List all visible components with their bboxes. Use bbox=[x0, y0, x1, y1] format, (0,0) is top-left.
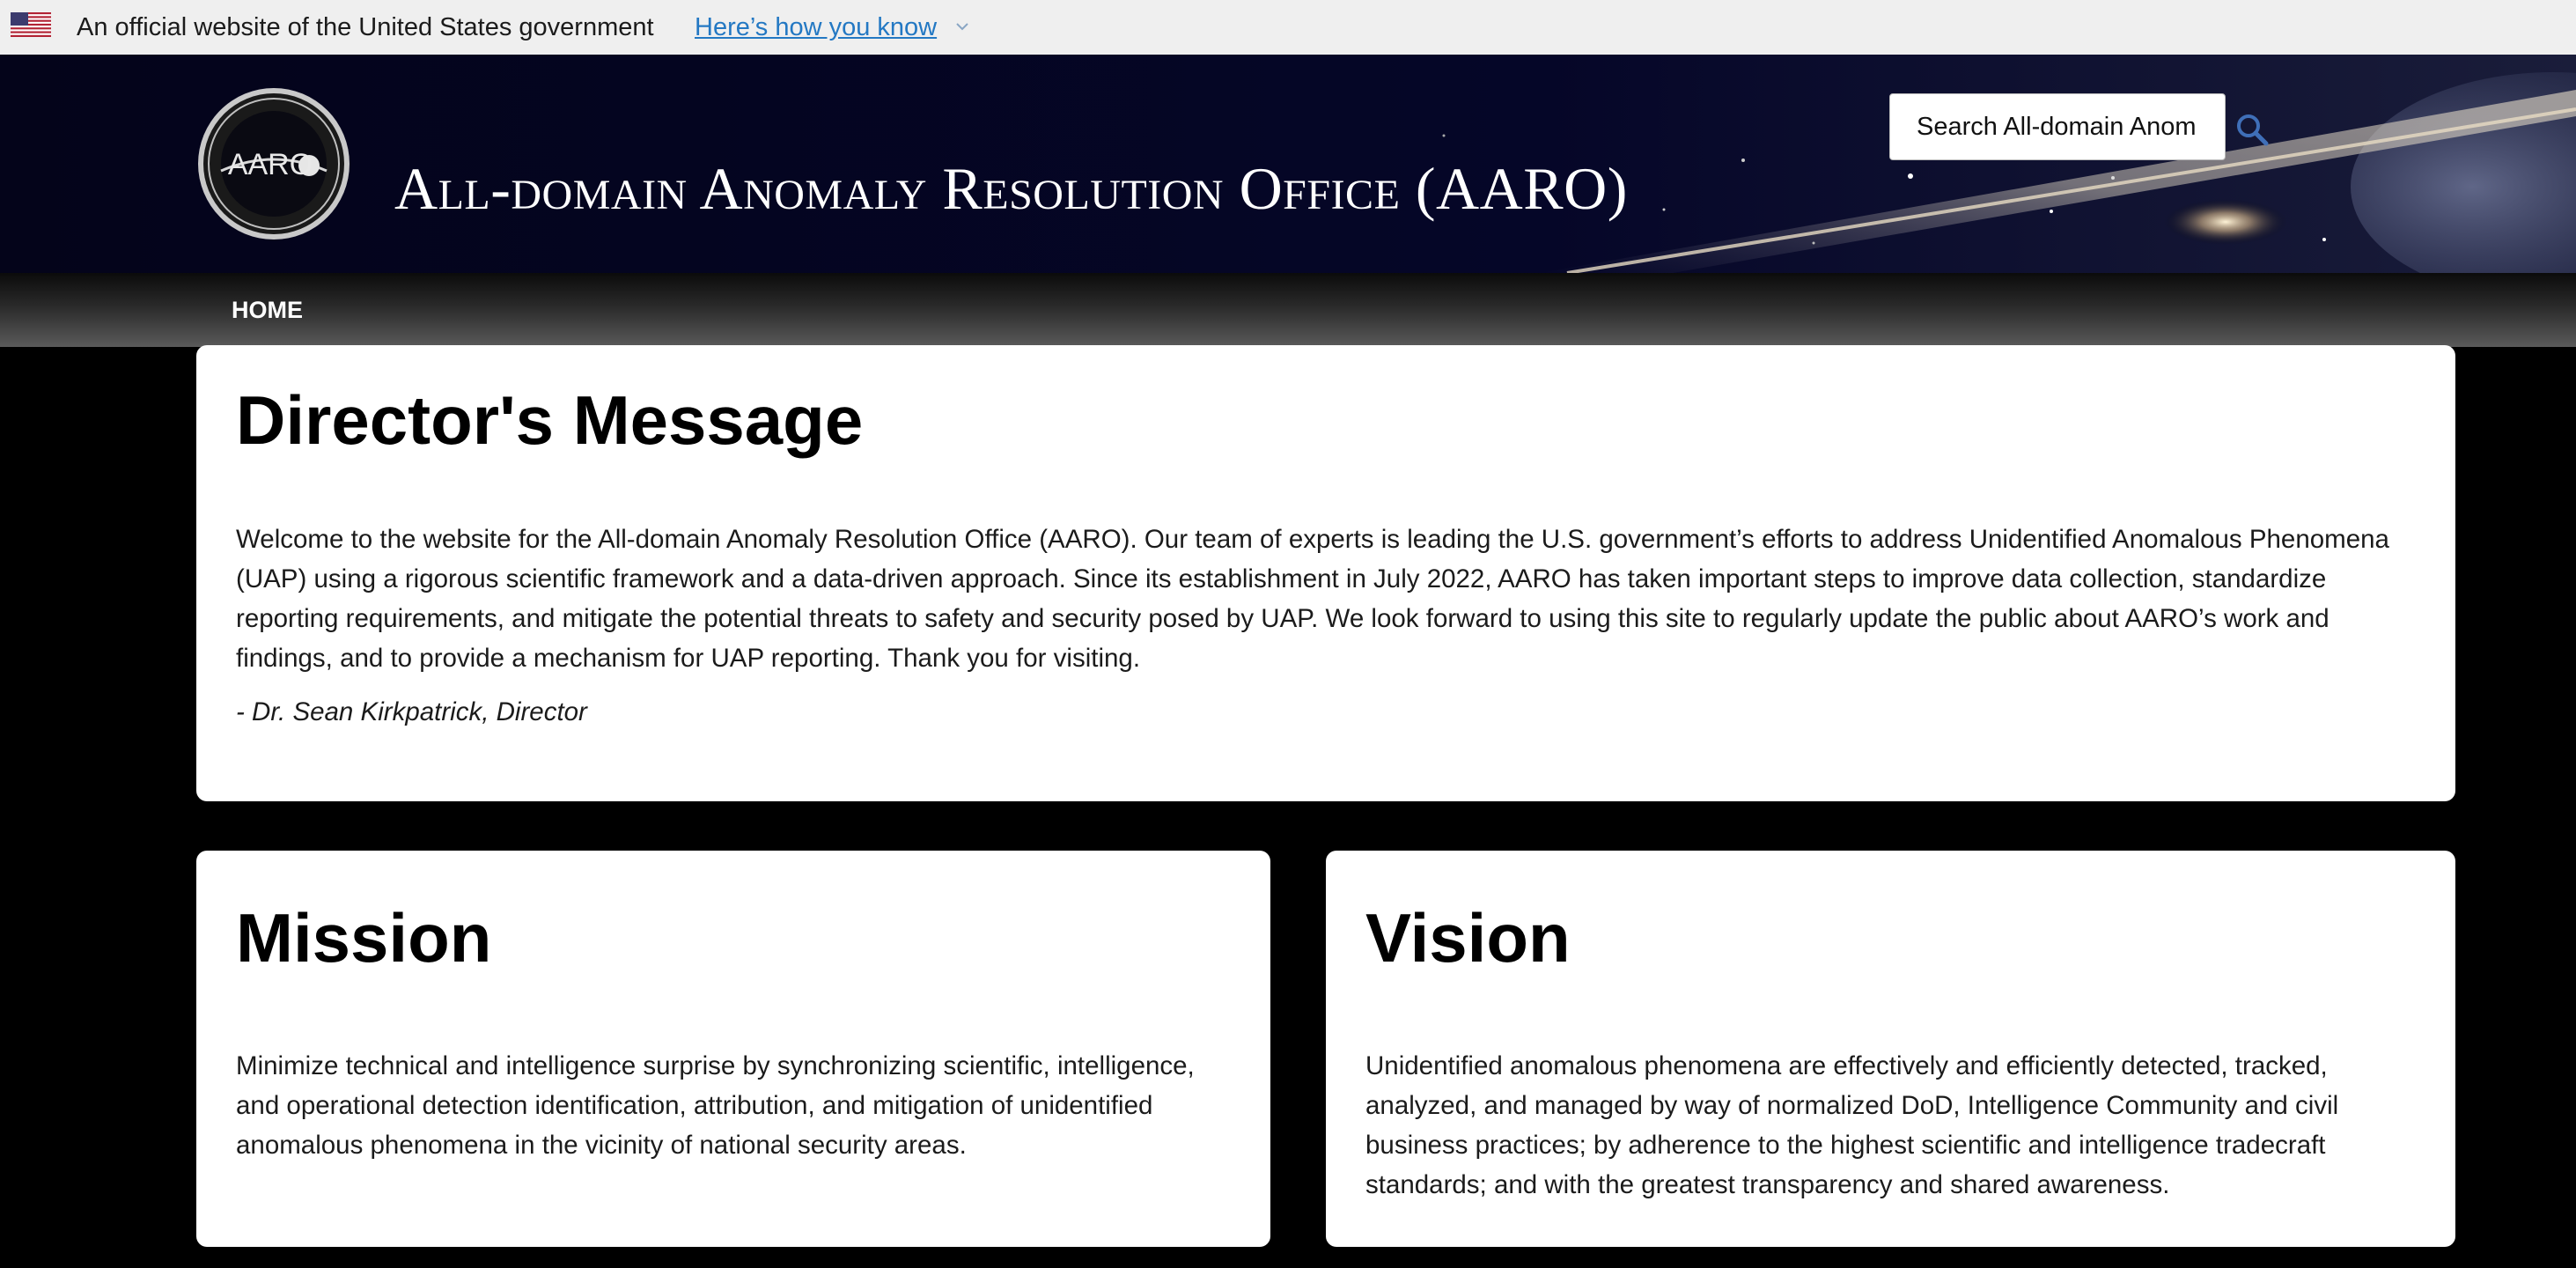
mission-card bbox=[196, 851, 1270, 1247]
vision-heading: Vision bbox=[1365, 899, 1571, 977]
nav-item-home[interactable]: HOME bbox=[232, 297, 303, 323]
search-input[interactable] bbox=[1889, 93, 2226, 160]
vision-text: Unidentified anomalous phenomena are effectively and efficiently detected, tracked, analyzed, and managed by way of normalized DoD, Intelligence Community and civil business practices; by adherence to the highest scientific and intelligence tradecraft standards; and with the greatest transparency and shared awareness. bbox=[1365, 1051, 2339, 1199]
chevron-down-icon[interactable] bbox=[953, 18, 971, 35]
how-you-know-link[interactable]: Here’s how you know bbox=[695, 13, 938, 41]
director-message-card bbox=[196, 345, 2455, 801]
us-flag-icon bbox=[11, 12, 51, 37]
seal-text: AARO bbox=[227, 148, 313, 181]
director-message-text: Welcome to the website for the All-domain Anomaly Resolution Office (AARO). Our team of experts is leading the U.S. government’s efforts to address Unidentified Anomalous Phenomena (UAP) using a rigorous scientific framework and a data-driven approach. Since its establishment in July 2022, AARO has taken important steps to improve data collection, standardize reporting requirements, and mitigate the potential threats to safety and security posed by UAP. We look forward to using this site to regularly update the public about AARO’s work and findings, and to provide a mechanism for UAP reporting. Thank you for visiting. bbox=[236, 525, 2389, 673]
site-header bbox=[0, 55, 2576, 273]
director-signature: - Dr. Sean Kirkpatrick, Director bbox=[236, 697, 587, 726]
gov-banner-text: An official website of the United States government bbox=[77, 13, 654, 41]
main-nav bbox=[0, 273, 2576, 347]
mission-heading: Mission bbox=[236, 899, 492, 977]
vision-card bbox=[1326, 851, 2455, 1247]
site-title[interactable]: All-domain Anomaly Resolution Office (AARO) bbox=[394, 155, 1628, 222]
director-message-heading: Director's Message bbox=[236, 381, 864, 459]
gov-banner bbox=[0, 0, 2576, 55]
search-icon[interactable] bbox=[2233, 110, 2271, 149]
aaro-seal-logo[interactable] bbox=[196, 86, 351, 241]
mission-text: Minimize technical and intelligence surprise by synchronizing scientific, intelligence, and operational detection identification, attribution, and mitigation of unidentified anomalous phenomena in the vicinity of national security areas. bbox=[236, 1051, 1195, 1160]
